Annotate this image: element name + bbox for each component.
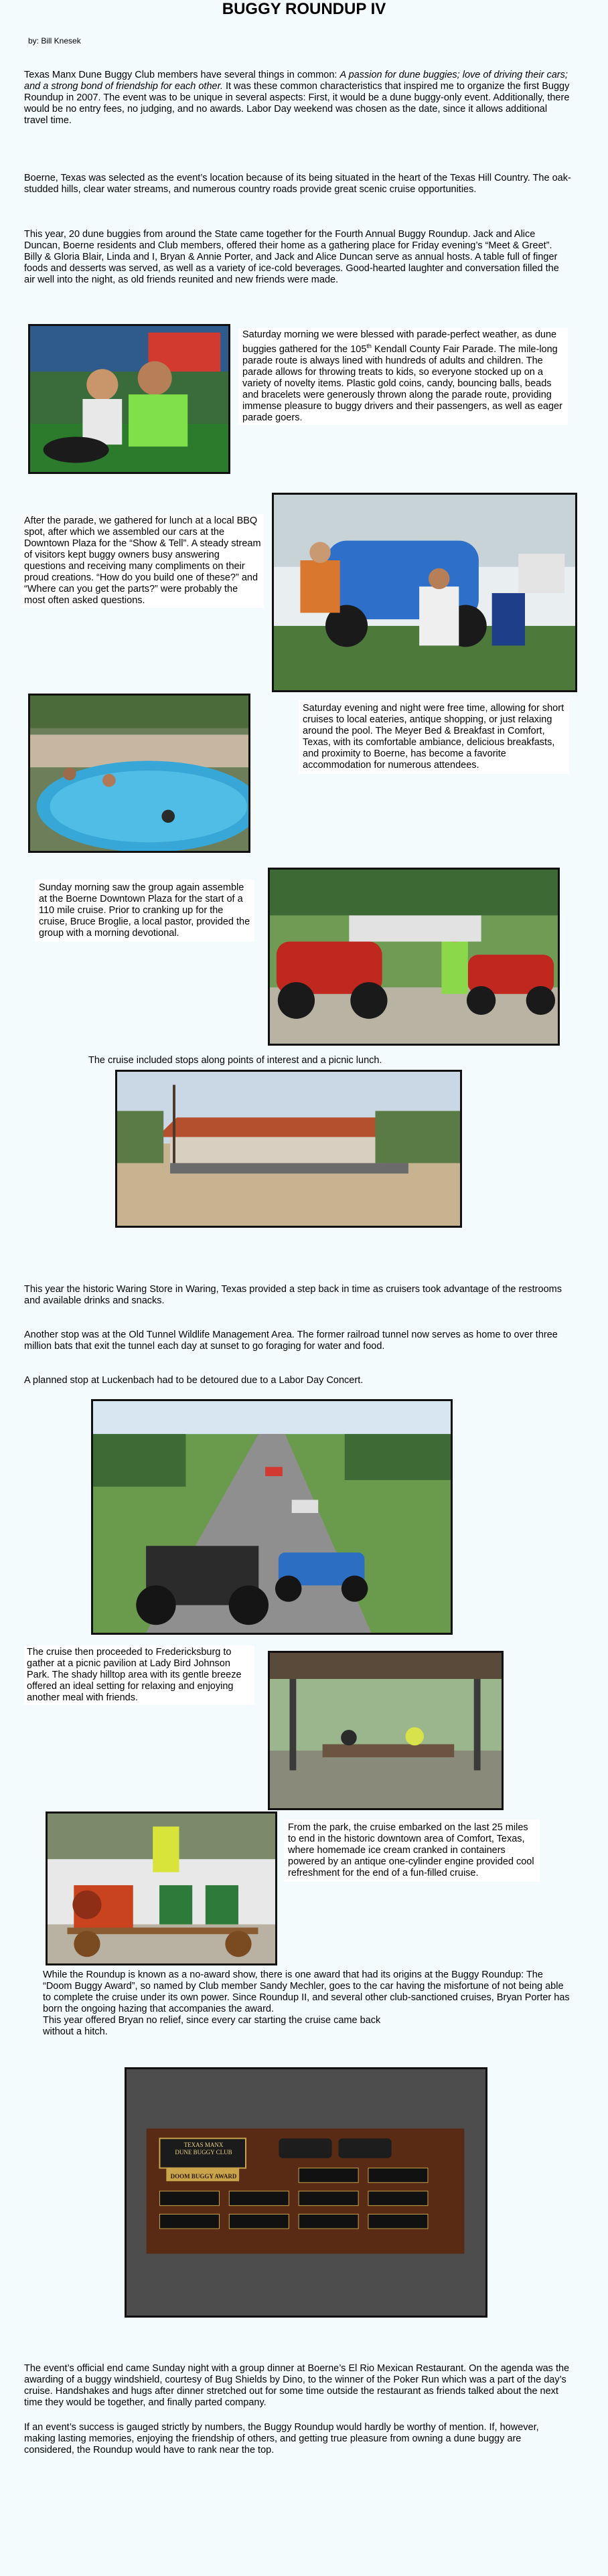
waring-text: This year the historic Waring Store in Waring, Texas provided a step back in time as cruisers took advantage of the restrooms and available drinks and snacks. xyxy=(24,1284,562,1306)
closing-text: If an event’s success is gauged strictly by numbers, the Buggy Roundup would hardly be worthy of mention. If, however, making lasting memories, enjoying the friendship of others, and getting true pleasure from owning a dune buggy are considered, the Roundup would have to rank near the top. xyxy=(24,2422,539,2456)
dinner-text: The event’s official end came Sunday night with a group dinner at Boerne’s El Rio Mexican Restaurant. On the agenda was the awarding of a buggy windshield, courtesy of Bug Shields by Dino, to the winner of the Poker Run which was a part of the day’s cruise. Handshakes and hugs after dinner stretched out for some time outside the restaurant as friends talked about the next time they would be together, and finally parted company. xyxy=(24,2363,570,2408)
luckenbach-text: A planned stop at Luckenbach had to be detoured due to a Labor Day Concert. xyxy=(24,1375,364,1386)
picnic-pavilion-photo xyxy=(268,1651,504,1810)
show-and-tell-text: After the parade, we gathered for lunch at a local BBQ spot, after which we assembled our cars at the Downtown Plaza for the “Show & Tell”. A steady stream of visitors kept buggy owners busy answering questions and receiving many compliments on their proud creations. “How do you build one of these?” and “Where can you get the parts?” were probably the most often asked questions. xyxy=(21,514,264,608)
plaque-award-name: DOOM BUGGY AWARD xyxy=(170,2173,237,2180)
plaque-club-name: TEXAS MANX DUNE BUGGY CLUB xyxy=(175,2142,232,2156)
parade-text: Saturday morning we were blessed with parade-perfect weather, as dune buggies gathered for the 105th Kendall County Fair Parade. The mile-long parade route is always lined with hundreds of adults and children. The parade allows for throwing treats to kids, so everyone stocked up on a variety of novelty items. Plastic gold coins, candy, bouncing balls, beads and bracelets were generously thrown along the parade route, providing immense pleasure to buggy drivers and their passengers, as well as eager parade goers. xyxy=(238,328,568,425)
sunday-text: Sunday morning saw the group again assemble at the Boerne Downtown Plaza for the start of a 110 mile cruise. Prior to cranking up for the cruise, Bruce Broglie, a local pastor, provided the group with a morning devotional. xyxy=(35,880,254,942)
intro-paragraph-1: Texas Manx Dune Buggy Club members have several things in common: A passion for dune buggies; love of driving their cars; and a strong bond of friendship for each other. It was these common characteristics that inspired me to organize the first Buggy Roundup in 2007. The event was to be unique in several aspects: First, it would be a dune buggy-only event. Additionally, there would be no entry fees, no judging, and no awards. Labor Day weekend was chosen as the date, since it allows additional travel time. xyxy=(24,70,570,126)
tunnel-text: Another stop was at the Old Tunnel Wildlife Management Area. The former railroad tunnel now serves as home to over three million bats that exit the tunnel each day at sunset to go foraging for water and food. xyxy=(24,1330,558,1352)
sunday-plaza-photo xyxy=(268,868,560,1046)
cruise-stops-caption: The cruise included stops along points of interest and a picnic lunch. xyxy=(88,1055,382,1066)
road-cruise-photo xyxy=(91,1399,453,1635)
ice-cream-engine-photo xyxy=(46,1812,277,1965)
byline: by: Bill Knesek xyxy=(28,36,81,46)
parade-couple-photo xyxy=(28,324,230,474)
intro-paragraph-2: Boerne, Texas was selected as the event’s location because of its being situated in the heart of the Texas Hill Country. The oak-studded hills, clear water streams, and numerous country roads provide great scenic cruise opportunities. xyxy=(24,173,571,195)
ice-cream-text: From the park, the cruise embarked on the last 25 miles to end in the historic downtown area of Comfort, Texas, where homemade ice cream cranked in containers powered by an antique one-cylinder engine provided cool refreshment for the end of a fun-filled cruise. xyxy=(284,1820,540,1882)
doom-buggy-award-photo xyxy=(125,2067,487,2318)
intro-paragraph-3: This year, 20 dune buggies from around the State came together for the Fourth Annual Buggy Roundup. Jack and Alice Duncan, Boerne residents and Club members, offered their home as a gathering place for Friday evening’s “Meet & Greet”. Billy & Gloria Blair, Linda and I, Bryan & Annie Porter, and Jack and Alice Duncan serve as annual hosts. A table full of finger foods and desserts was served, as well as a variety of ice-cold beverages. Good-hearted laughter and conversation filled the air well into the night, as old friends reunited and new friends were made. xyxy=(24,229,559,285)
page-title: BUGGY ROUNDUP IV xyxy=(222,0,386,18)
pool-photo xyxy=(28,694,250,853)
waring-store-photo xyxy=(115,1070,462,1228)
picnic-text: The cruise then proceeded to Fredericksburg to gather at a picnic pavilion at Lady Bird Johnson Park. The shady hilltop area with its gentle breeze offered an ideal setting for relaxing and enjoying another meal with friends. xyxy=(24,1645,254,1705)
saturday-evening-text: Saturday evening and night were free time, allowing for short cruises to local eateries, antique shopping, or just relaxing around the pool. The Meyer Bed & Breakfast in Comfort, Texas, with its comfortable ambiance, delicious breakfasts, and proximity to Boerne, has become a favorite accommodation for numerous attendees. xyxy=(299,700,569,774)
show-and-tell-photo xyxy=(272,493,577,692)
doom-buggy-text: While the Roundup is known as a no-award show, there is one award that had its origins at the Buggy Roundup: The “Doom Buggy Award”, so named by Club member Sandy Mechler, goes to the car having the misfortune of not being able to complete the cruise under its own power. Since Roundup II, and several other club-sanctioned cruises, Bryan Porter has born the ongoing hazing that accompanies the award. This year offered Bryan no relief, since every car starting the cruise came back without a hitch. xyxy=(43,1969,570,2037)
